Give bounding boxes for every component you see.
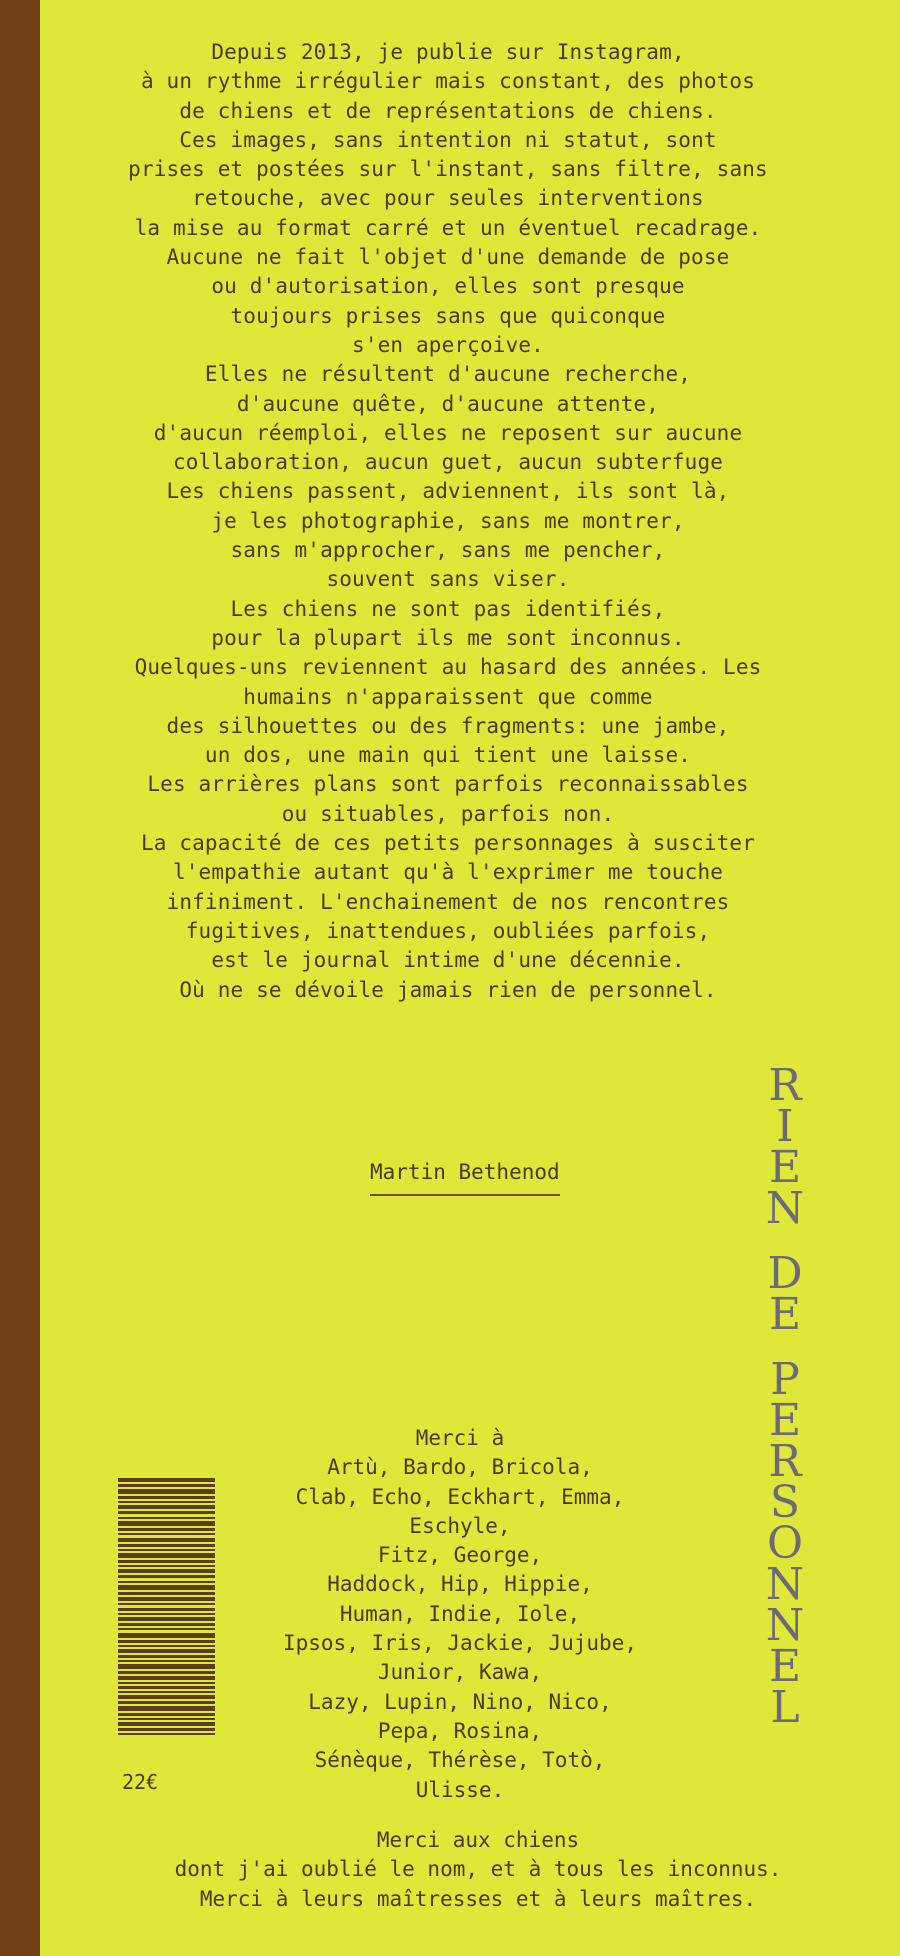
text-line: humains n'apparaissent que comme xyxy=(243,684,653,709)
thanks-line: Haddock, Hip, Hippie, xyxy=(327,1572,593,1597)
text-line: s'en aperçoive. xyxy=(352,332,544,357)
text-line: Depuis 2013, je publie sur Instagram, xyxy=(211,40,685,64)
thanks-line: Pepa, Rosina, xyxy=(377,1718,543,1743)
thanks-line: Junior, Kawa, xyxy=(377,1660,543,1685)
thanks-line: Ipsos, Iris, Jackie, Jujube, xyxy=(282,1631,637,1656)
text-line: de chiens et de représentations de chiens. xyxy=(179,98,717,123)
text-line: Où ne se dévoile jamais rien de personnel. xyxy=(179,977,717,1002)
text-line: d'aucun réemploi, elles ne reposent sur aucune xyxy=(153,420,743,445)
text-line: retouche, avec pour seules interventions xyxy=(192,186,704,211)
text-line: ou situables, parfois non. xyxy=(281,801,615,826)
thanks-line: Sénèque, Thérèse, Totò, xyxy=(314,1748,606,1773)
text-line: sans m'approcher, sans me pencher, xyxy=(230,538,666,563)
thanks-line: Lazy, Lupin, Nino, Nico, xyxy=(308,1689,612,1714)
thanks-line: Clab, Echo, Eckhart, Emma, xyxy=(295,1484,625,1509)
book-spine xyxy=(0,0,40,1956)
text-line: fugitives, inattendues, oubliées parfois, xyxy=(185,918,711,943)
text-line: je les photographie, sans me montrer, xyxy=(211,508,685,533)
thanks-line: Merci à xyxy=(415,1426,505,1450)
barcode-icon xyxy=(118,1478,215,1759)
text-line: Elles ne résultent d'aucune recherche, xyxy=(204,362,692,387)
text-line: l'empathie autant qu'à l'exprimer me touche xyxy=(172,860,724,885)
text-line: pour la plupart ils me sont inconnus. xyxy=(211,625,685,650)
text-line: La capacité de ces petits personnages à susciter xyxy=(140,831,756,856)
vertical-title xyxy=(740,1060,830,1752)
text-line: est le journal intime d'une décennie. xyxy=(211,948,685,973)
text-line: la mise au format carré et un éventuel recadrage. xyxy=(134,215,762,240)
text-line: un dos, une main qui tient une laisse. xyxy=(204,743,692,768)
text-line: infiniment. L'enchainement de nos rencontres xyxy=(166,889,730,914)
closing-line: dont j'ai oublié le nom, et à tous les inconnus. xyxy=(174,1857,782,1882)
title-word: R I E N xyxy=(765,1060,805,1234)
text-line: Les chiens passent, adviennent, ils sont là, xyxy=(166,479,730,504)
text-line: Les chiens ne sont pas identifiés, xyxy=(230,596,666,621)
text-line: Les arrières plans sont parfois reconnaissables xyxy=(147,772,749,797)
closing-block xyxy=(78,1826,878,1914)
thanks-block xyxy=(230,1424,690,1805)
text-line: collaboration, aucun guet, aucun subterfuge xyxy=(172,450,724,475)
price-label: 22€ xyxy=(122,1770,159,1794)
closing-line: Merci à leurs maîtresses et à leurs maîtres. xyxy=(199,1886,757,1911)
main-text-block xyxy=(78,38,818,1005)
thanks-line: Ulisse. xyxy=(415,1777,505,1802)
thanks-line: Fitz, George, xyxy=(377,1543,543,1568)
text-line: d'aucune quête, d'aucune attente, xyxy=(236,391,660,416)
thanks-line: Eschyle, xyxy=(409,1513,511,1538)
text-line: à un rythme irrégulier mais constant, des photos xyxy=(140,69,756,94)
title-word: P E R S O N N E L xyxy=(765,1354,805,1733)
closing-line: Merci aux chiens xyxy=(376,1828,580,1852)
text-line: Aucune ne fait l'objet d'une demande de pose xyxy=(166,245,730,270)
author-name: Martin Bethenod xyxy=(370,1158,560,1196)
text-line: Ces images, sans intention ni statut, sont xyxy=(179,127,717,152)
text-line: ou d'autorisation, elles sont presque xyxy=(211,274,685,299)
text-line: Quelques-uns reviennent au hasard des années. Les xyxy=(134,655,762,680)
text-line: des silhouettes ou des fragments: une jambe, xyxy=(166,713,730,738)
thanks-line: Artù, Bardo, Bricola, xyxy=(327,1455,593,1480)
thanks-line: Human, Indie, Iole, xyxy=(339,1601,581,1626)
title-word: D E xyxy=(767,1248,803,1340)
text-line: prises et postées sur l'instant, sans filtre, sans xyxy=(128,157,768,182)
text-line: souvent sans viser. xyxy=(326,567,570,592)
text-line: toujours prises sans que quiconque xyxy=(230,303,666,328)
